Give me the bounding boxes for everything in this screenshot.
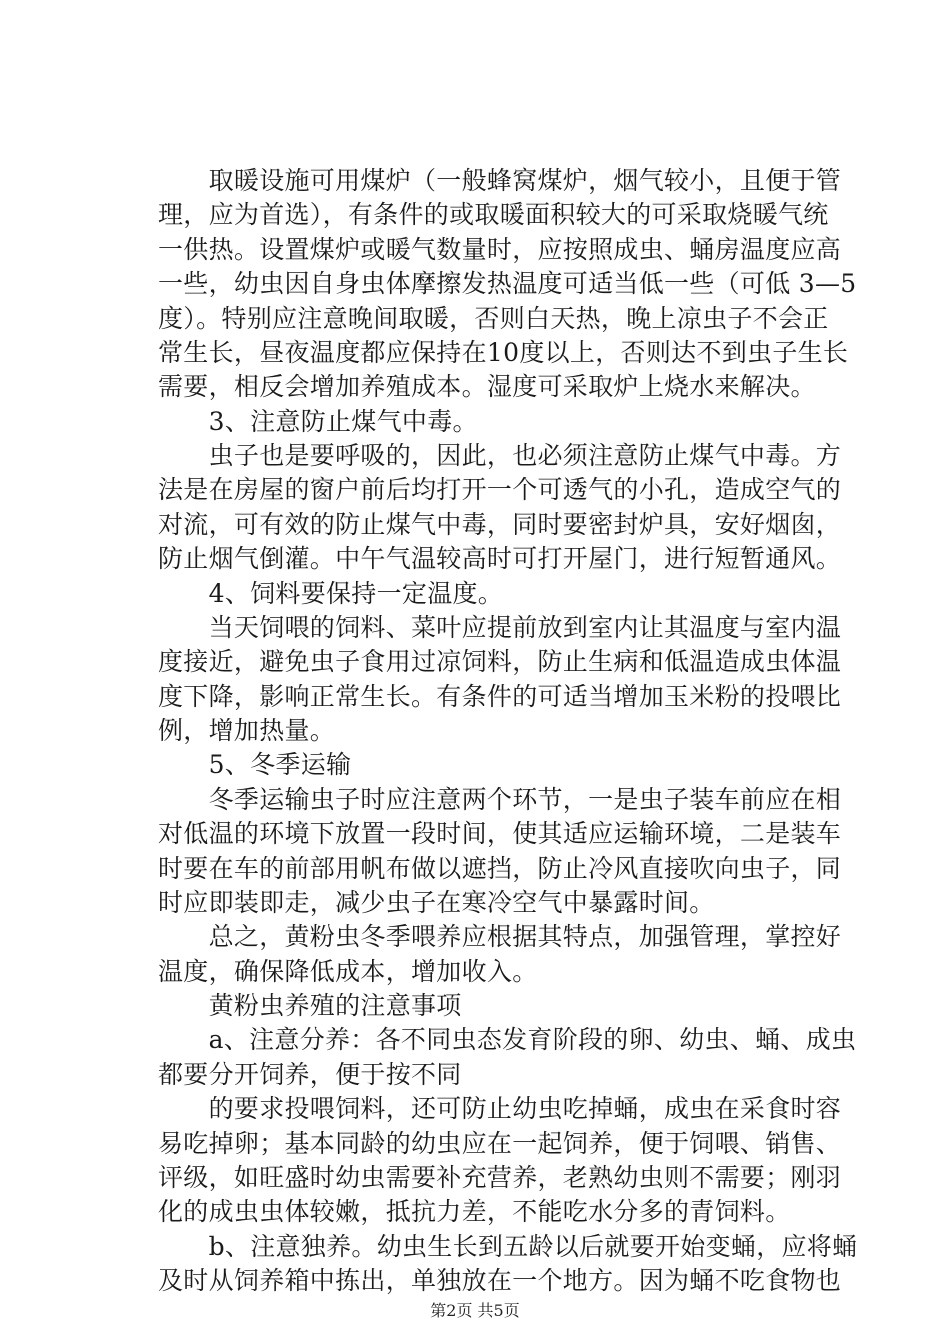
text-line: 度下降，影响正常生长。有条件的可适当增加玉米粉的投喂比 (158, 681, 842, 711)
text-line: 时要在车的前部用帆布做以遮挡，防止冷风直接吹向虫子，同 (158, 853, 842, 883)
text-line: 评级，如旺盛时幼虫需要补充营养，老熟幼虫则不需要；刚羽 (158, 1162, 842, 1192)
text-line: 化的成虫虫体较嫩，抵抗力差，不能吃水分多的青饲料。 (158, 1197, 791, 1227)
text-line: 一供热。设置煤炉或暖气数量时，应按照成虫、蛹房温度应高 (158, 234, 842, 264)
text-line: 理，应为首选），有条件的或取暖面积较大的可采取烧暖气统 (158, 200, 829, 230)
section-heading: 5、冬季运输 (158, 750, 352, 780)
text-line: 的要求投喂饲料，还可防止幼虫吃掉蛹，成虫在采食时容 (158, 1094, 842, 1124)
text-line: 度）。特别应注意晚间取暖，否则白天热，晚上凉虫子不会正 (158, 303, 829, 333)
page-footer: 第2页 共5页 (430, 1301, 520, 1320)
text-line: 虫子也是要呼吸的，因此，也必须注意防止煤气中毒。方 (158, 441, 842, 470)
section-heading: 4、饲料要保持一定温度。 (158, 578, 504, 608)
section-heading: 3、注意防止煤气中毒。 (158, 406, 478, 436)
text-line: 对流，可有效的防止煤气中毒，同时要密封炉具，安好烟囱， (158, 509, 842, 539)
text-line: 当天饲喂的饲料、菜叶应提前放到室内让其温度与室内温 (158, 612, 842, 642)
text-line: 总之，黄粉虫冬季喂养应根据其特点，加强管理，掌控好 (158, 922, 842, 952)
text-line: 都要分开饲养，便于按不同 (158, 1059, 462, 1089)
text-line: 取暖设施可用煤炉（一般蜂窝煤炉，烟气较小，且便于管 (158, 166, 842, 195)
text-line: 时应即装即走，减少虫子在寒冷空气中暴露时间。 (158, 887, 715, 917)
text-line: 易吃掉卵；基本同龄的幼虫应在一起饲养，便于饲喂、销售、 (158, 1128, 842, 1158)
text-line: 防止烟气倒灌。中午气温较高时可打开屋门，进行短暂通风。 (158, 544, 842, 574)
text-line: 度接近，避免虫子食用过凉饲料，防止生病和低温造成虫体温 (158, 647, 842, 677)
text-line: a、注意分养：各不同虫态发育阶段的卵、幼虫、蛹、成虫 (158, 1025, 857, 1055)
text-line: 温度，确保降低成本，增加收入。 (158, 956, 538, 986)
text-line: 需要，相反会增加养殖成本。湿度可采取炉上烧水来解决。 (158, 372, 816, 402)
text-line: 一些，幼虫因自身虫体摩擦发热温度可适当低一些（可低 3—5 (158, 269, 857, 299)
text-line: 常生长，昼夜温度都应保持在10度以上，否则达不到虫子生长 (158, 337, 849, 367)
text-line: 对低温的环境下放置一段时间，使其适应运输环境，二是装车 (158, 819, 842, 849)
text-line: 例，增加热量。 (158, 716, 336, 745)
text-line: 法是在房屋的窗户前后均打开一个可透气的小孔，造成空气的 (158, 475, 842, 505)
text-line: 冬季运输虫子时应注意两个环节，一是虫子装车前应在相 (158, 784, 842, 814)
text-line: 及时从饲养箱中拣出，单独放在一个地方。因为蛹不吃食物也 (158, 1266, 842, 1295)
text-line: b、注意独养。幼虫生长到五龄以后就要开始变蛹，应将蛹 (158, 1231, 858, 1261)
section-heading: 黄粉虫养殖的注意事项 (158, 991, 462, 1020)
